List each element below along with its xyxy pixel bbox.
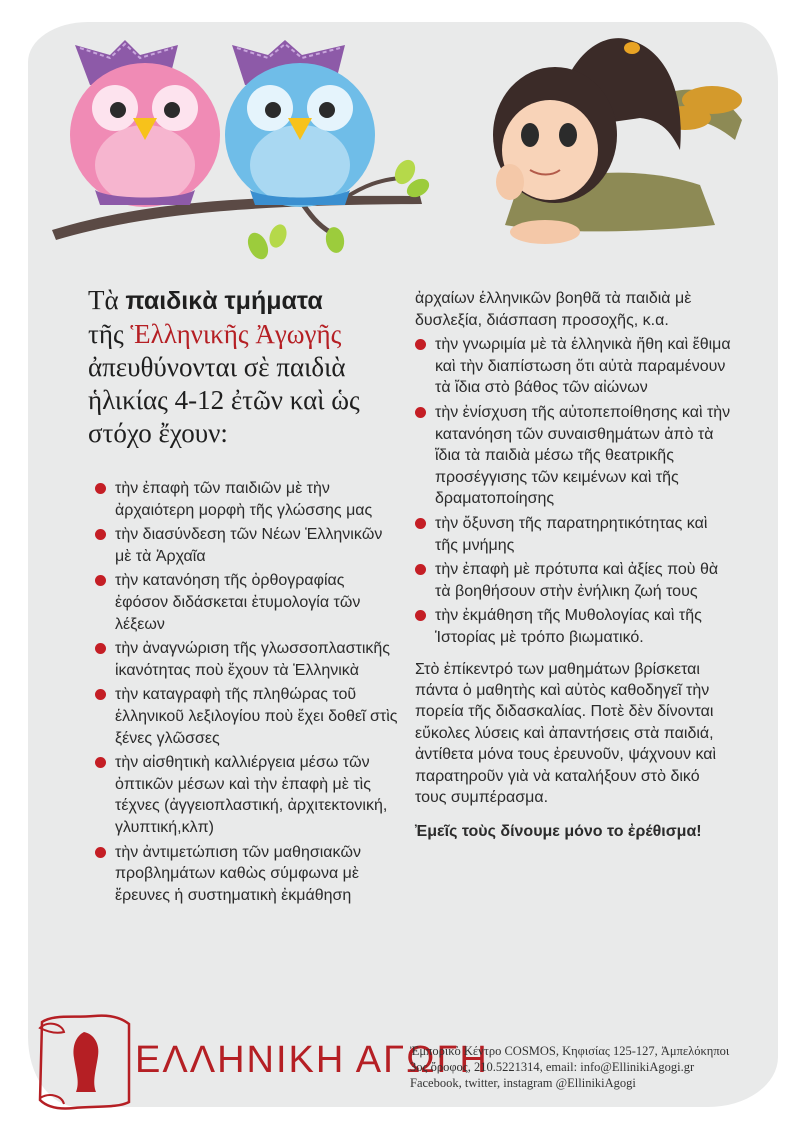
header-illustration — [0, 0, 800, 300]
blue-owl-icon — [225, 40, 375, 207]
goals-column-right — [412, 288, 732, 841]
goal-item: τὴν ἐκμάθηση τῆς Μυθολογίας καὶ τῆς Ἱστορίας μὲ τρόπο βιωματικό. — [412, 605, 732, 648]
goal-item: τὴν γνωριμία μὲ τὰ ἑλληνικὰ ἤθη καὶ ἔθιμα καὶ τὴν διαπίστωση ὅτι αὐτὰ παραμένουν τὰ ἴδια στὸ βάθος τῶν αἰώνων — [412, 334, 732, 399]
intro-pre: Τὰ — [88, 285, 126, 315]
goal-item: τὴν αἰσθητικὴ καλλιέργεια μέσω τῶν ὀπτικῶν μέσων καὶ τὴν ἐπαφὴ μὲ τὶς τέχνες (ἀγγειοπλαστική, ἀρχιτεκτονική, γλυπτική,κλπ) — [92, 752, 402, 838]
pink-owl-icon — [70, 40, 220, 207]
intro-mid: τῆς — [88, 319, 131, 349]
leaf-icon — [266, 222, 289, 250]
goal-item: τὴν ἐνίσχυση τῆς αὐτοπεποίθησης καὶ τὴν κατανόηση τῶν συναισθημάτων ἀπὸ τὰ ἴδια τὰ παιδιὰ μέσω τῆς θεατρικῆς προσέγγισης τῶν κειμένων καὶ τῆς δραματοποίησης — [412, 402, 732, 510]
address-line-1: Ἐμπορικὸ Κέντρο COSMOS, Κηφισίας 125-127, Ἀμπελόκηποι — [410, 1044, 730, 1058]
goal-item: τὴν ἐπαφὴ μὲ πρότυπα καὶ ἀξίες ποὺ θὰ τὰ βοηθήσουν στὴν ἐνήλικη ζωή τους — [412, 559, 732, 602]
goals-column-left — [92, 478, 402, 909]
goal-continuation: ἀρχαίων ἑλληνικῶν βοηθᾶ τὰ παιδιὰ μὲ δυσλεξία, διάσπαση προσοχῆς, κ.α. — [415, 290, 692, 329]
girl-illustration-icon — [493, 38, 742, 244]
goal-item: τὴν διασύνδεση τῶν Νέων Ἑλληνικῶν μὲ τὰ Ἀρχαῖα — [92, 524, 402, 567]
goal-item: τὴν ἀντιμετώπιση τῶν μαθησιακῶν προβλημάτων καθὼς σύμφωνα μὲ ἔρευνες ἡ συστηματικὴ ἐκμάθηση — [92, 842, 402, 907]
brand-wordmark: ΕΛΛΗΝΙΚΗ ΑΓΩΓΗ — [135, 1039, 489, 1081]
leaf-icon — [244, 230, 272, 263]
address-line-2: 3ος ὄροφος, 210.5221314, email: info@EllinikiAgogi.gr — [410, 1060, 695, 1074]
intro-bold: παιδικὰ τμήματα — [125, 287, 323, 315]
contact-address — [410, 1043, 790, 1091]
goal-item: τὴν κατανόηση τῆς ὀρθογραφίας ἐφόσον διδάσκεται ἐτυμολογία τῶν λέξεων — [92, 570, 402, 635]
address-line-3: Facebook, twitter, instagram @EllinikiAgogi — [410, 1076, 636, 1090]
teaching-paragraph: Στὸ ἐπίκεντρό των μαθημάτων βρίσκεται πάντα ὁ μαθητὴς καὶ αὐτὸς καθοδηγεῖ τὴν πορεία τῆς διδασκαλίας. Ποτὲ δὲν δίνονται εὔκολες λύσεις καὶ ἀπαντήσεις στὰ παιδιά, ἀντίθετα μόνα τους ἐρευνοῦν, ψάχνουν καὶ παρατηροῦν γιὰ νὰ καταλήξουν στὸ δικό τους συμπέρασμα. — [415, 660, 717, 806]
intro-brand-name: Ἑλληνικῆς Ἀγωγῆς — [130, 319, 342, 349]
closing-statement: Ἐμεῖς τοὺς δίνουμε μόνο το ἐρέθισμα! — [415, 823, 702, 841]
intro-rest: ἀπευθύνονται σὲ παιδιὰ ἡλικίας 4-12 ἐτῶν καὶ ὡς στόχο ἔχουν: — [88, 352, 360, 448]
owl-emblem-icon — [73, 1032, 98, 1092]
goal-item: τὴν ὄξυνση τῆς παρατηρητικότητας καὶ τῆς μνήμης — [412, 513, 732, 556]
goal-item: τὴν ἀναγνώριση τῆς γλωσσοπλαστικῆς ἱκανότητας ποὺ ἔχουν τὰ Ἑλληνικὰ — [92, 638, 402, 681]
goal-item: τὴν ἐπαφὴ τῶν παιδιῶν μὲ τὴν ἀρχαιότερη μορφὴ τῆς γλώσσης μας — [92, 478, 402, 521]
intro-heading — [88, 284, 418, 450]
goal-item: τὴν καταγραφὴ τῆς πληθώρας τοῦ ἑλληνικοῦ λεξιλογίου ποὺ ἔχει δοθεῖ στὶς ξένες γλῶσσες — [92, 684, 402, 749]
